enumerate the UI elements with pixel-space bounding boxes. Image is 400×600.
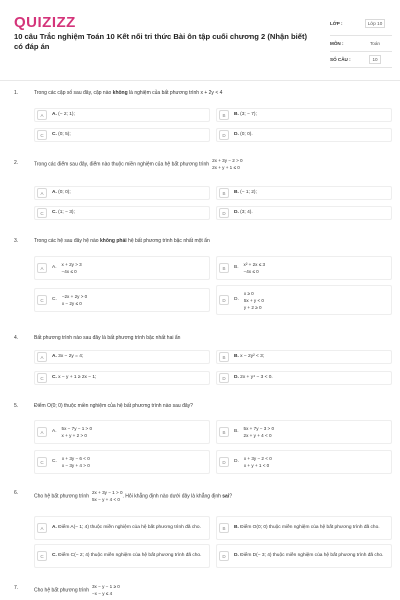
inequality-system: x + 2y > 3 −4x ≤ 0 bbox=[61, 262, 82, 274]
inequality-system: −2x + 2y > 0 x − 2y ≤ 0 bbox=[61, 294, 88, 306]
option-b[interactable]: B B. Điểm O(0; 0) thuộc miền nghiệm của hệ bất phương trình đã cho. bbox=[216, 516, 392, 540]
option-letter: C bbox=[37, 457, 47, 467]
option-letter: B bbox=[219, 263, 229, 273]
option-c[interactable]: C C. x − y + 1 ≥ 2x − 1; bbox=[34, 371, 210, 385]
question-text: Cho hệ bất phương trình2x + 3y − 1 > 0 5x − y + 4 < 0. Hỏi khẳng định nào dưới đây là khẳng định sai? bbox=[34, 490, 233, 502]
option-b[interactable]: B B. 5x + 7y − 3 > 0 2x + y + 4 < 0 bbox=[216, 420, 392, 444]
inequality-system: 2x + 3y − 1 > 0 5x − y + 4 < 0 bbox=[92, 490, 123, 502]
option-a[interactable]: A A. 5x − 7y − 1 > 0 x + y + 2 > 0 bbox=[34, 420, 210, 444]
option-d[interactable]: D D. x + 3y − 2 < 0 x + y + 1 < 0 bbox=[216, 450, 392, 474]
option-letter: A bbox=[37, 188, 47, 198]
option-letter: D bbox=[219, 295, 229, 305]
question-4 bbox=[10, 335, 390, 395]
option-letter: C bbox=[37, 373, 47, 383]
inequality-system: x² + 2x ≤ 3 −4x ≤ 0 bbox=[243, 262, 266, 274]
option-b[interactable]: B B. x² + 2x ≤ 3 −4x ≤ 0 bbox=[216, 256, 392, 280]
inequality-system: x + 3y − 6 < 0 x − 3y + 4 > 0 bbox=[61, 456, 90, 468]
option-c[interactable]: C C. −2x + 2y > 0 x − 2y ≤ 0 bbox=[34, 288, 210, 312]
meta-label-mon: MÔN : bbox=[330, 41, 344, 46]
inequality-system: x + 3y − 2 < 0 x + y + 1 < 0 bbox=[243, 456, 272, 468]
question-text: Trong các điểm sau đây, điểm nào thuộc miền nghiệm của hệ bất phương trình2x + 3y − 2 > 0 2x + y + 1 ≤ 0 bbox=[34, 158, 243, 170]
question-text: Cho hệ bất phương trình3x − y − 1 ≥ 0 −x − y ≤ 4 bbox=[34, 584, 120, 596]
option-letter: D bbox=[219, 130, 229, 140]
option-d[interactable]: D D. 2x + y⁴ − 3 < 0. bbox=[216, 371, 392, 385]
option-letter: A bbox=[37, 427, 47, 437]
option-c[interactable]: C C. (0; 5); bbox=[34, 128, 210, 142]
inequality-system: 5x + 7y − 3 > 0 2x + y + 4 < 0 bbox=[243, 426, 275, 438]
option-a[interactable]: A A. x + 2y > 3 −4x ≤ 0 bbox=[34, 256, 210, 280]
option-d[interactable]: D D. Điểm D(− 3; 4) thuộc miền nghiệm của hệ bất phương trình đã cho. bbox=[216, 544, 392, 568]
inequality-system: 5x − 7y − 1 > 0 x + y + 2 > 0 bbox=[61, 426, 93, 438]
meta-label-socau: SỐ CÂU : bbox=[330, 57, 351, 62]
question-number: 1. bbox=[14, 90, 19, 96]
option-letter: B bbox=[219, 523, 229, 533]
option-letter: C bbox=[37, 551, 47, 561]
option-b[interactable]: B B. (− 1; 2); bbox=[216, 186, 392, 200]
question-number: 2. bbox=[14, 160, 19, 166]
option-c[interactable]: C C. (1; − 3); bbox=[34, 206, 210, 220]
worksheet-meta bbox=[330, 12, 392, 68]
question-text: Điểm O(0; 0) thuộc miền nghiệm của hệ bất phương trình nào sau đây? bbox=[34, 403, 193, 409]
option-letter: D bbox=[219, 551, 229, 561]
meta-row-lop bbox=[330, 12, 392, 36]
option-a[interactable]: A A. Điểm A(− 1; 4) thuộc miền nghiệm của hệ bất phương trình đã cho. bbox=[34, 516, 210, 540]
meta-row-mon bbox=[330, 36, 392, 52]
question-1 bbox=[10, 90, 390, 160]
header-divider bbox=[0, 80, 400, 81]
option-letter: A bbox=[37, 110, 47, 120]
option-d[interactable]: D D. x ≥ 0 5x + y < 0 y + 2 ≥ 0 bbox=[216, 285, 392, 315]
meta-value-lop: Lớp 10 bbox=[365, 19, 386, 28]
option-letter: C bbox=[37, 295, 47, 305]
question-2 bbox=[10, 156, 390, 231]
option-b[interactable]: B B. x − 2y² < 3; bbox=[216, 350, 392, 364]
question-number: 6. bbox=[14, 490, 19, 496]
meta-value-mon: Toán bbox=[370, 41, 380, 46]
option-b[interactable]: B B. (3; − 7); bbox=[216, 108, 392, 122]
option-a[interactable]: A A. (− 2; 1); bbox=[34, 108, 210, 122]
option-letter: B bbox=[219, 427, 229, 437]
quizizz-logo: QUIZIZZ bbox=[14, 14, 76, 31]
inequality-system: x ≥ 0 5x + y < 0 y + 2 ≥ 0 bbox=[243, 290, 264, 310]
option-letter: D bbox=[219, 208, 229, 218]
inequality-system: 2x + 3y − 2 > 0 2x + y + 1 ≤ 0 bbox=[212, 158, 243, 170]
question-6 bbox=[10, 488, 390, 573]
option-letter: A bbox=[37, 523, 47, 533]
worksheet-title: 10 câu Trắc nghiệm Toán 10 Kết nối tri thức Bài ôn tập cuối chương 2 (Nhận biết) có đáp án bbox=[14, 32, 308, 51]
question-7 bbox=[10, 583, 390, 600]
question-text: Trong các cặp số sau đây, cặp nào không là nghiệm của bất phương trình x + 2y < 4 bbox=[34, 90, 223, 96]
question-number: 7. bbox=[14, 585, 19, 591]
inequality-system: 3x − y − 1 ≥ 0 −x − y ≤ 4 bbox=[92, 584, 120, 596]
meta-label-lop: LỚP : bbox=[330, 21, 343, 26]
option-letter: C bbox=[37, 208, 47, 218]
question-5 bbox=[10, 403, 390, 485]
question-number: 3. bbox=[14, 238, 19, 244]
option-a[interactable]: A A. 3x − 2y = 4; bbox=[34, 350, 210, 364]
option-a[interactable]: A A. (0; 0); bbox=[34, 186, 210, 200]
option-letter: B bbox=[219, 352, 229, 362]
worksheet-header bbox=[0, 0, 400, 78]
question-text: Bất phương trình nào sau đây là bất phương trình bậc nhất hai ẩn bbox=[34, 335, 181, 341]
question-number: 4. bbox=[14, 335, 19, 341]
option-letter: D bbox=[219, 457, 229, 467]
meta-row-socau bbox=[330, 52, 392, 68]
option-letter: C bbox=[37, 130, 47, 140]
meta-value-socau: 10 bbox=[369, 55, 380, 64]
question-text: Trong các hệ sau đây hệ nào không phải hệ bất phương trình bậc nhất một ẩn bbox=[34, 238, 210, 244]
option-d[interactable]: D D. (0; 0). bbox=[216, 128, 392, 142]
option-letter: A bbox=[37, 352, 47, 362]
option-letter: A bbox=[37, 263, 47, 273]
option-c[interactable]: C C. Điểm C(− 2; 4) thuộc miền nghiệm của hệ bất phương trình đã cho. bbox=[34, 544, 210, 568]
option-d[interactable]: D D. (3; 4). bbox=[216, 206, 392, 220]
option-letter: D bbox=[219, 373, 229, 383]
question-number: 5. bbox=[14, 403, 19, 409]
option-c[interactable]: C C. x + 3y − 6 < 0 x − 3y + 4 > 0 bbox=[34, 450, 210, 474]
option-letter: B bbox=[219, 110, 229, 120]
question-3 bbox=[10, 238, 390, 326]
option-letter: B bbox=[219, 188, 229, 198]
